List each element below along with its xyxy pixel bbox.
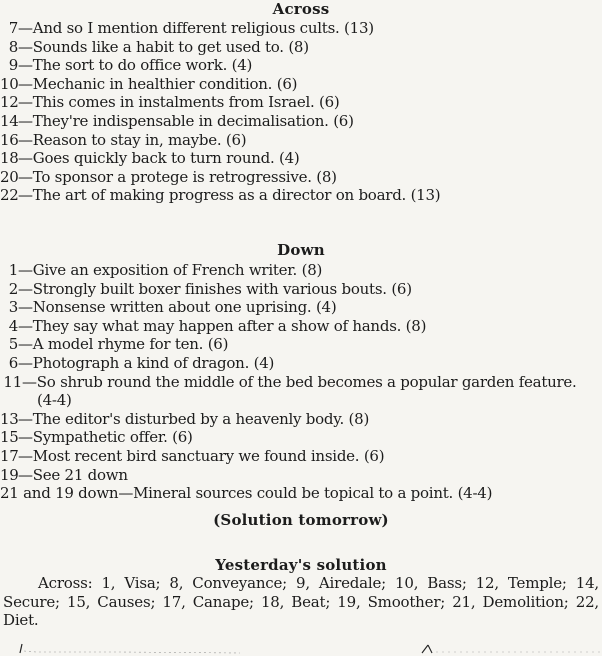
across-heading: Across xyxy=(272,0,330,18)
clue-text: The art of making progress as a director on board. (13) xyxy=(32,186,441,205)
clue-number: 5 xyxy=(8,335,18,354)
clue-number: 6 xyxy=(8,353,18,372)
clue-dash: — xyxy=(22,372,37,391)
clue-text: The sort to do office work. (4) xyxy=(32,56,253,75)
clue-number: 11 xyxy=(3,372,22,391)
clue-dash: — xyxy=(18,19,33,37)
clue-number: 2 xyxy=(8,279,18,298)
down-clue xyxy=(0,354,602,373)
down-clue xyxy=(0,298,602,317)
clue-dash: — xyxy=(18,446,33,465)
across-clue xyxy=(0,186,602,205)
clue-text: Goes quickly back to turn round. (4) xyxy=(32,149,300,168)
clue-dash: — xyxy=(18,261,33,279)
clue-text: Mechanic in healthier condition. (6) xyxy=(32,74,298,93)
clue-text: And so I mention different religious cults. (13) xyxy=(32,19,374,37)
clue-dash: — xyxy=(118,484,134,503)
across-clue xyxy=(0,93,602,112)
clue-number: 14 xyxy=(0,111,19,130)
clue-number: 10 xyxy=(0,74,19,93)
clue-dash: — xyxy=(18,186,33,205)
clue-number: 4 xyxy=(8,316,18,335)
clue-number: 20 xyxy=(0,167,19,186)
down-clue xyxy=(0,335,602,354)
down-clue xyxy=(0,373,602,410)
clue-text: See 21 down xyxy=(32,465,128,484)
clue-text: They're indispensable in decimalisation. (6) xyxy=(32,111,354,130)
down-clue xyxy=(0,261,602,280)
across-clue xyxy=(0,56,602,75)
clue-number: 21 and 19 down xyxy=(0,484,119,503)
across-clue xyxy=(0,112,602,131)
down-clue xyxy=(0,317,602,336)
clue-text: To sponsor a protege is retrogressive. (8) xyxy=(32,167,337,186)
clue-text: They say what may happen after a show of hands. (8) xyxy=(32,316,427,335)
clue-number: 8 xyxy=(8,37,18,56)
clue-dash: — xyxy=(18,316,33,335)
across-clue-list xyxy=(0,19,602,205)
clue-text: Strongly built boxer finishes with various bouts. (6) xyxy=(32,279,412,298)
clue-text: Most recent bird sanctuary we found inside. (6) xyxy=(32,446,385,465)
down-heading: Down xyxy=(277,241,325,259)
down-clue xyxy=(0,280,602,299)
clue-dash: — xyxy=(18,409,33,428)
clue-dash: — xyxy=(18,167,33,186)
clue-number: 19 xyxy=(0,465,19,484)
across-clue xyxy=(0,19,602,38)
down-clue-list xyxy=(0,261,602,503)
clue-text: Give an exposition of French writer. (8) xyxy=(32,261,323,279)
clue-text: The editor's disturbed by a heavenly body. (8) xyxy=(32,409,370,428)
clue-number: 22 xyxy=(0,186,19,205)
clue-text: Reason to stay in, maybe. (6) xyxy=(32,130,247,149)
clue-dash: — xyxy=(18,37,33,56)
clue-dash: — xyxy=(18,56,33,75)
clue-dash: — xyxy=(18,279,33,298)
clue-dash: — xyxy=(18,428,33,447)
solution-tomorrow-note: (Solution tomorrow) xyxy=(213,511,389,529)
clue-dash: — xyxy=(18,93,33,112)
clue-text: Mineral sources could be topical to a point. (4-4) xyxy=(133,484,493,503)
across-clue xyxy=(0,131,602,150)
clue-text: This comes in instalments from Israel. (6) xyxy=(32,93,340,112)
down-clue xyxy=(0,410,602,429)
print-scratch-marks xyxy=(0,642,602,654)
yesterday-solution-heading: Yesterday's solution xyxy=(215,556,387,574)
across-clue xyxy=(0,149,602,168)
across-clue xyxy=(0,75,602,94)
clue-number: 15 xyxy=(0,428,19,447)
clue-number: 1 xyxy=(8,261,18,279)
yesterday-solution-text: Across: 1, Visa; 8, Conveyance; 9, Airedale; 10, Bass; 12, Temple; 14, Secure; 15, Causes; 17, Canape; 18, Beat; 19, Smoother; 21, Demolition; 22, Diet. xyxy=(3,574,599,630)
clue-text: So shrub round the middle of the bed becomes a popular garden feature. (4-4) xyxy=(36,372,577,410)
down-clue xyxy=(0,466,602,485)
clue-number: 12 xyxy=(0,93,19,112)
clue-number: 17 xyxy=(0,446,19,465)
clue-dash: — xyxy=(18,130,33,149)
clue-dash: — xyxy=(18,298,33,317)
clue-dash: — xyxy=(18,149,33,168)
clue-number: 7 xyxy=(8,19,18,37)
clue-number: 16 xyxy=(0,130,19,149)
down-clue xyxy=(0,428,602,447)
clue-dash: — xyxy=(18,353,33,372)
clue-number: 13 xyxy=(0,409,19,428)
across-clue xyxy=(0,38,602,57)
clue-text: Photograph a kind of dragon. (4) xyxy=(32,353,275,372)
down-clue xyxy=(0,484,602,503)
clue-text: A model rhyme for ten. (6) xyxy=(32,335,229,354)
clue-number: 18 xyxy=(0,149,19,168)
clue-dash: — xyxy=(18,74,33,93)
clue-text: Sympathetic offer. (6) xyxy=(32,428,193,447)
clue-dash: — xyxy=(18,465,33,484)
clue-number: 9 xyxy=(8,56,18,75)
clue-dash: — xyxy=(18,335,33,354)
clue-text: Sounds like a habit to get used to. (8) xyxy=(32,37,309,56)
across-clue xyxy=(0,168,602,187)
clue-dash: — xyxy=(18,111,33,130)
clue-number: 3 xyxy=(8,298,18,317)
down-clue xyxy=(0,447,602,466)
clue-text: Nonsense written about one uprising. (4) xyxy=(32,298,337,317)
